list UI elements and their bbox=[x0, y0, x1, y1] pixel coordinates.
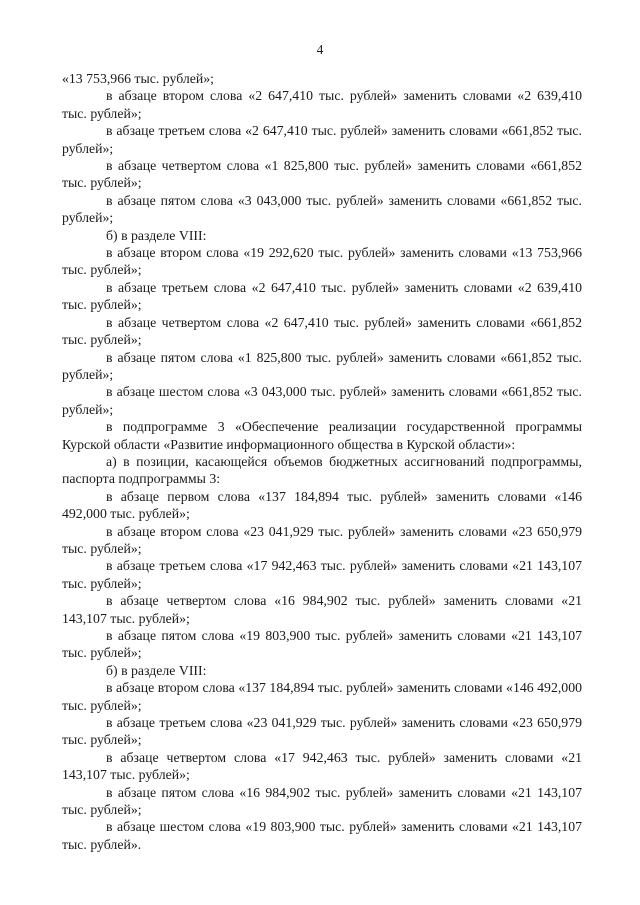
paragraph: в абзаце шестом слова «3 043,000 тыс. рублей» заменить словами «661,852 тыс. рублей»; bbox=[62, 384, 582, 417]
paragraph: в абзаце пятом слова «3 043,000 тыс. рублей» заменить словами «661,852 тыс. рублей»; bbox=[62, 192, 582, 226]
paragraph: в абзаце первом слова «137 184,894 тыс. рублей» заменить словами «146 492,000 тыс. рублей»; bbox=[62, 488, 582, 522]
section-heading: б) в разделе VIII: bbox=[106, 662, 207, 678]
paragraph: в абзаце четвертом слова «16 984,902 тыс. рублей» заменить словами «21 143,107 тыс. рублей»; bbox=[62, 593, 582, 626]
paragraph: в абзаце третьем слова «23 041,929 тыс. рублей» заменить словами «23 650,979 тыс. рублей»; bbox=[62, 715, 582, 748]
subprogram-heading: в подпрограмме 3 «Обеспечение реализации государственной программы Курской области «Развитие информационного общества в Курской области»: bbox=[62, 419, 582, 452]
paragraph: в абзаце четвертом слова «17 942,463 тыс. рублей» заменить словами «21 143,107 тыс. рублей»; bbox=[62, 749, 582, 783]
paragraph: в абзаце третьем слова «2 647,410 тыс. рублей» заменить словами «2 639,410 тыс. рублей»; bbox=[62, 279, 582, 313]
paragraph-continuation: «13 753,966 тыс. рублей»; bbox=[62, 71, 214, 86]
paragraph: в абзаце четвертом слова «1 825,800 тыс. рублей» заменить словами «661,852 тыс. рублей»; bbox=[62, 158, 582, 191]
section-heading: а) в позиции, касающейся объемов бюджетных ассигнований подпрограммы, паспорта подпрограммы 3: bbox=[62, 453, 582, 487]
paragraph: в абзаце пятом слова «19 803,900 тыс. рублей» заменить словами «21 143,107 тыс. рублей»; bbox=[62, 628, 582, 661]
page-number: 4 bbox=[316, 42, 324, 57]
paragraph: в абзаце втором слова «19 292,620 тыс. рублей» заменить словами «13 753,966 тыс. рублей»; bbox=[62, 245, 582, 278]
paragraph: в абзаце втором слова «2 647,410 тыс. рублей» заменить словами «2 639,410 тыс. рублей»; bbox=[62, 88, 582, 121]
document-body bbox=[62, 70, 582, 853]
paragraph: в абзаце пятом слова «1 825,800 тыс. рублей» заменить словами «661,852 тыс. рублей»; bbox=[62, 349, 582, 382]
paragraph: в абзаце втором слова «23 041,929 тыс. рублей» заменить словами «23 650,979 тыс. рублей»; bbox=[62, 523, 582, 556]
paragraph: в абзаце четвертом слова «2 647,410 тыс. рублей» заменить словами «661,852 тыс. рублей»; bbox=[62, 314, 582, 348]
paragraph: в абзаце шестом слова «19 803,900 тыс. рублей» заменить словами «21 143,107 тыс. рублей». bbox=[62, 819, 582, 852]
paragraph: в абзаце третьем слова «17 942,463 тыс. рублей» заменить словами «21 143,107 тыс. рублей»; bbox=[62, 558, 582, 591]
paragraph: в абзаце пятом слова «16 984,902 тыс. рублей» заменить словами «21 143,107 тыс. рублей»; bbox=[62, 784, 582, 818]
section-heading: б) в разделе VIII: bbox=[106, 227, 207, 243]
paragraph: в абзаце третьем слова «2 647,410 тыс. рублей» заменить словами «661,852 тыс. рублей»; bbox=[62, 123, 582, 156]
paragraph: в абзаце втором слова «137 184,894 тыс. рублей» заменить словами «146 492,000 тыс. рублей»; bbox=[62, 680, 582, 713]
